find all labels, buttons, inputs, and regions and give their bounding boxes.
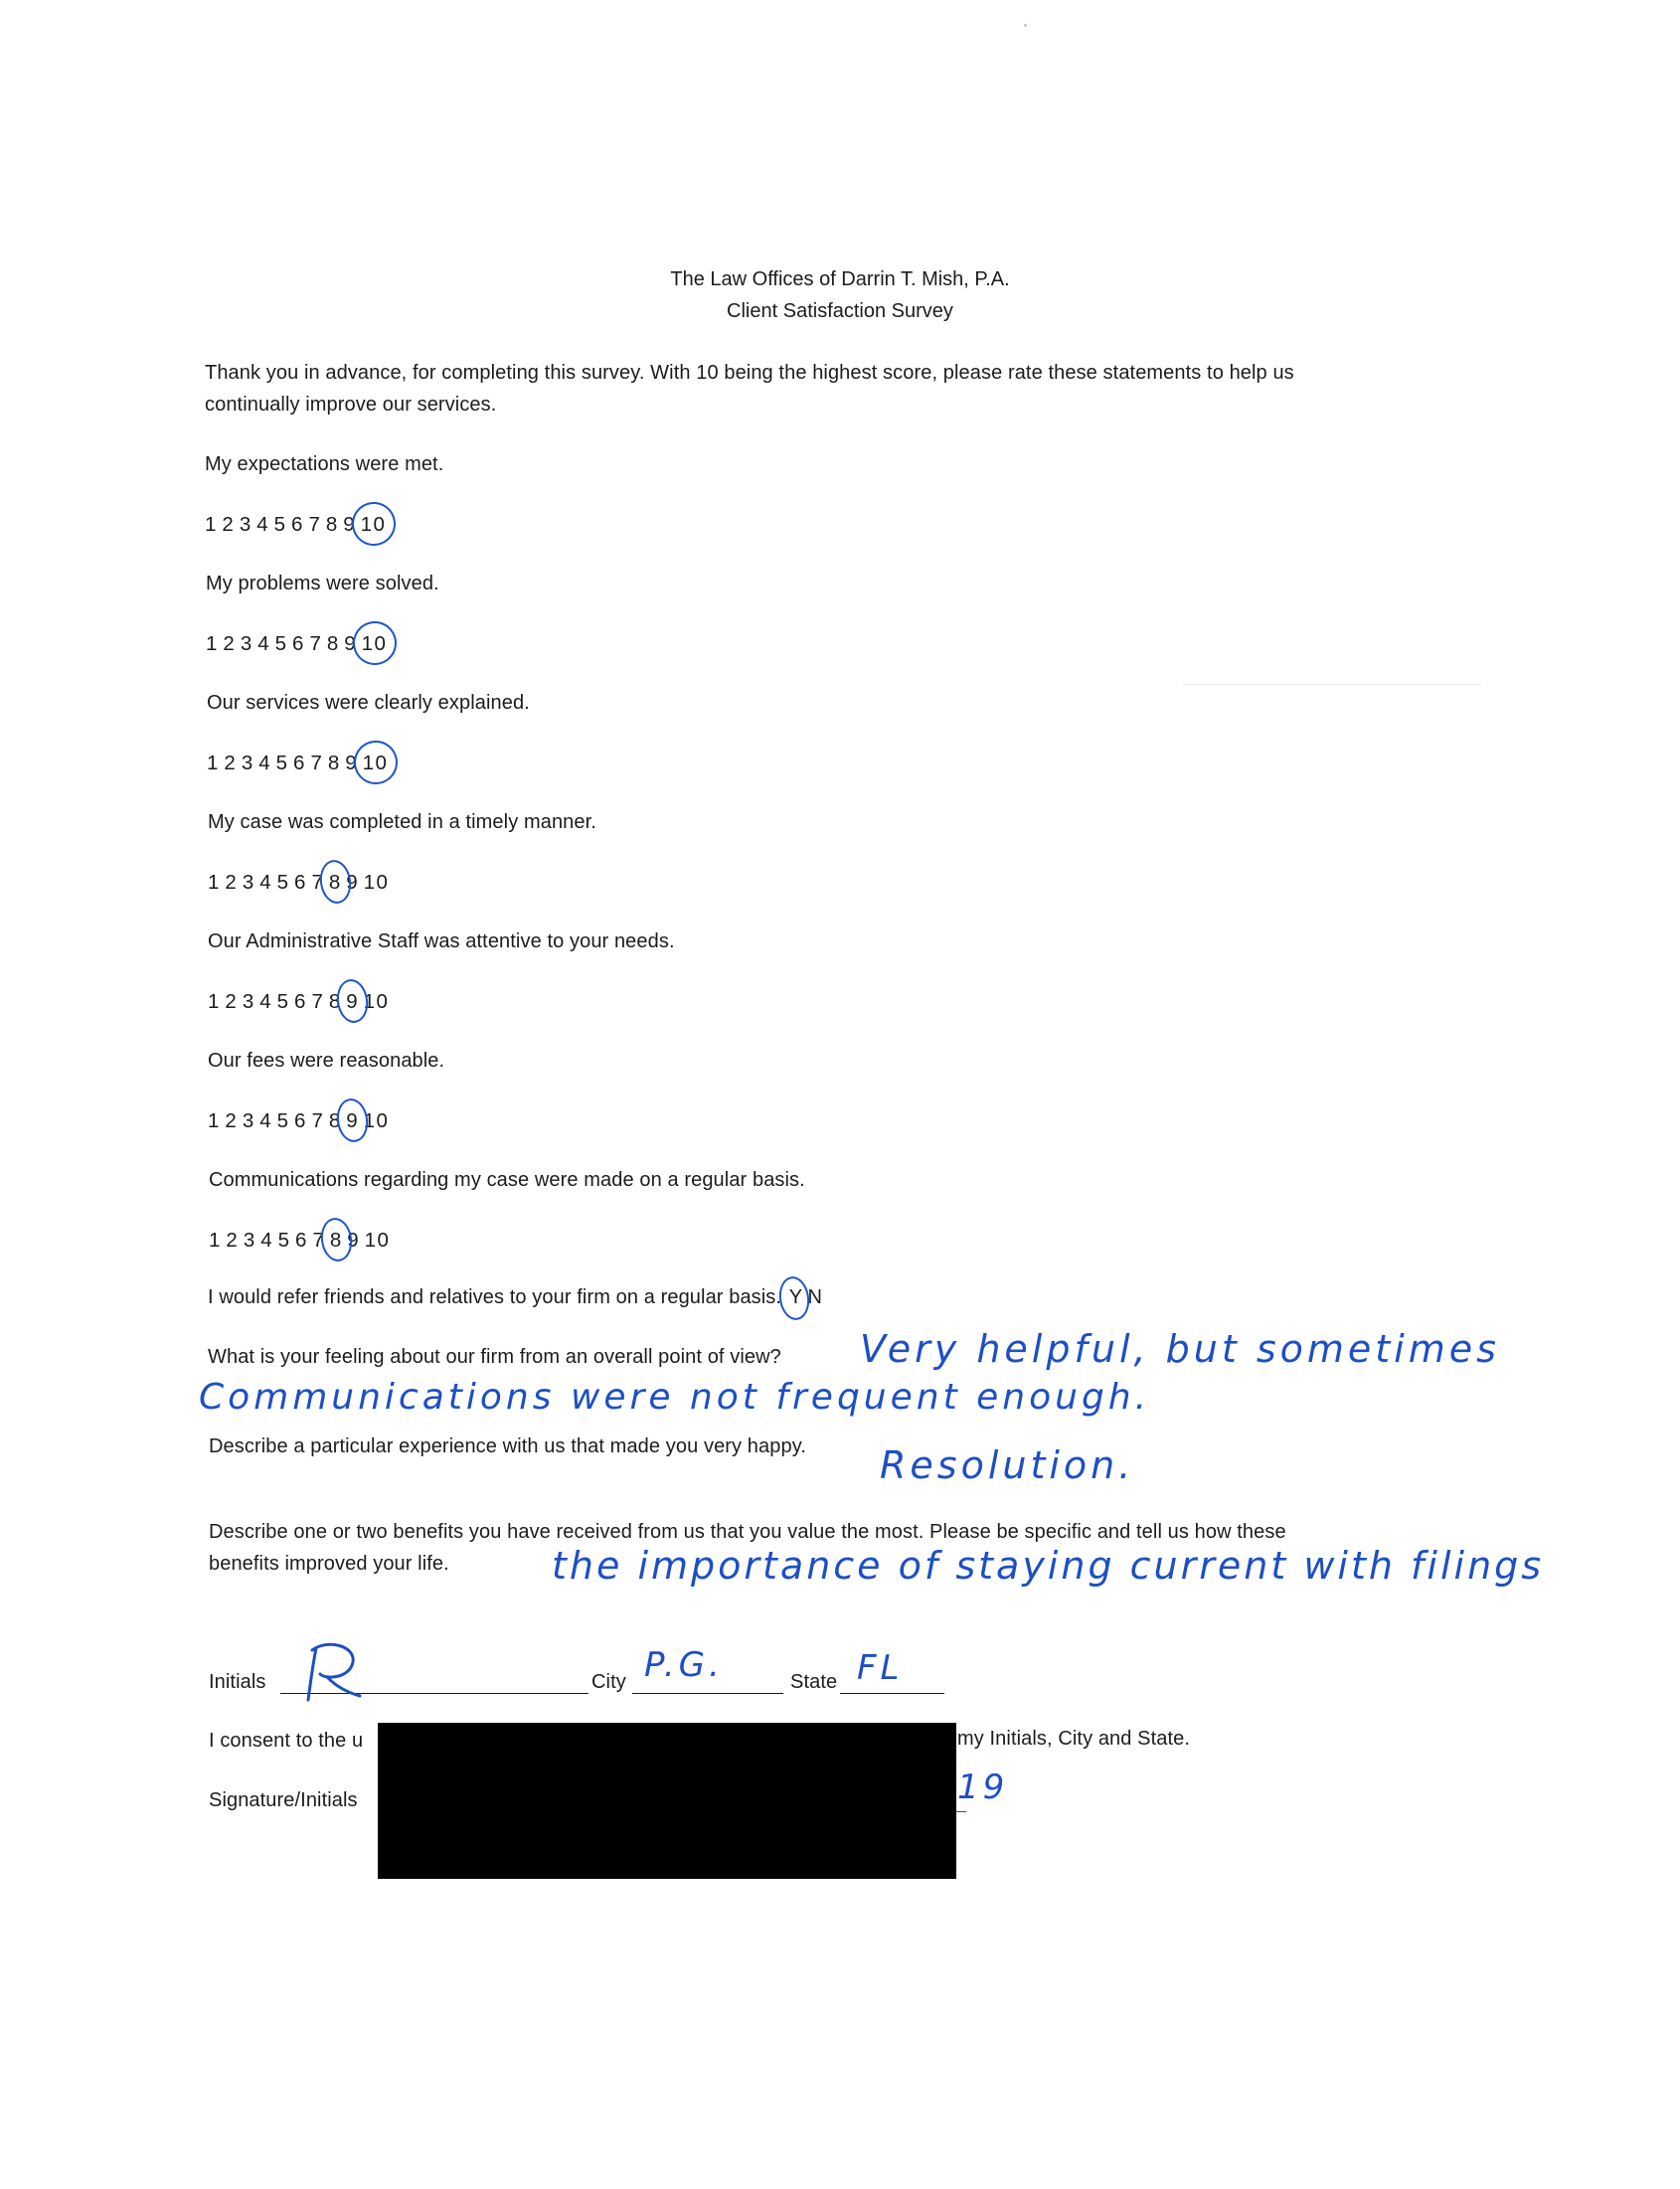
initials-label: Initials — [209, 1671, 266, 1693]
rating-option-4[interactable]: 4 — [257, 632, 271, 655]
rating-option-9[interactable]: 9 — [347, 1229, 361, 1252]
intro-line-2: continually improve our services. — [205, 394, 497, 416]
rating-option-3[interactable]: 3 — [240, 632, 253, 655]
rating-option-10[interactable]: 10 — [363, 752, 389, 775]
overall-question: What is your feeling about our firm from an overall point of view? — [208, 1346, 781, 1368]
rating-option-9[interactable]: 9 — [345, 752, 359, 774]
rating-scale — [209, 1229, 390, 1253]
rating-option-8[interactable]: 8 — [328, 1109, 342, 1132]
experience-question: Describe a particular experience with us that made you very happy. — [209, 1435, 806, 1457]
scan-speck — [1024, 24, 1027, 27]
rating-option-10[interactable]: 10 — [362, 632, 388, 656]
city-value: P.G. — [644, 1645, 724, 1685]
rating-scale — [205, 513, 386, 537]
rating-option-9[interactable]: 9 — [344, 632, 358, 655]
rating-option-8[interactable]: 8 — [328, 990, 342, 1013]
rating-option-8[interactable]: 8 — [325, 513, 339, 536]
benefits-question-line-1: Describe one or two benefits you have received from us that you value the most. Please be specific and tell us how these — [209, 1521, 1286, 1543]
rating-option-6[interactable]: 6 — [295, 1229, 308, 1252]
rating-option-5[interactable]: 5 — [277, 1229, 291, 1252]
rating-scale — [208, 1109, 389, 1133]
rating-option-4[interactable]: 4 — [259, 871, 273, 894]
state-line[interactable] — [840, 1693, 944, 1694]
city-label: City — [591, 1671, 626, 1693]
rating-option-5[interactable]: 5 — [275, 752, 289, 774]
rating-option-7[interactable]: 7 — [311, 1109, 325, 1132]
survey-title: Client Satisfaction Survey — [727, 300, 953, 322]
rating-option-2[interactable]: 2 — [225, 871, 239, 894]
city-line[interactable] — [632, 1693, 783, 1694]
rating-option-6[interactable]: 6 — [291, 513, 304, 536]
rating-option-3[interactable]: 3 — [242, 871, 255, 894]
overall-answer-line-1: Very helpful, but sometimes — [860, 1327, 1500, 1371]
selection-circle — [318, 1216, 355, 1263]
rating-option-2[interactable]: 2 — [226, 1229, 240, 1252]
question-statement: My expectations were met. — [205, 453, 444, 475]
rating-option-1[interactable]: 1 — [205, 513, 218, 536]
rating-option-10[interactable]: 10 — [363, 871, 390, 894]
state-label: State — [790, 1671, 838, 1693]
signature-label: Signature/Initials — [209, 1789, 358, 1811]
rating-option-1[interactable]: 1 — [209, 1229, 222, 1252]
rating-option-2[interactable]: 2 — [225, 1109, 239, 1132]
rating-option-6[interactable]: 6 — [292, 632, 305, 655]
rating-option-8[interactable]: 8 — [330, 1229, 343, 1253]
rating-option-2[interactable]: 2 — [225, 990, 239, 1013]
rating-option-4[interactable]: 4 — [259, 990, 273, 1013]
scan-artifact-line — [1183, 684, 1481, 685]
rating-option-7[interactable]: 7 — [309, 632, 323, 655]
question-statement: My problems were solved. — [206, 573, 439, 594]
rating-option-7[interactable]: 7 — [311, 871, 325, 894]
rating-option-9[interactable]: 9 — [346, 871, 360, 894]
rating-option-5[interactable]: 5 — [276, 1109, 290, 1132]
rating-option-7[interactable]: 7 — [310, 752, 324, 774]
rating-option-3[interactable]: 3 — [239, 513, 252, 536]
selection-circle — [351, 738, 401, 787]
selection-circle — [334, 977, 371, 1025]
rating-scale — [206, 632, 387, 656]
rating-option-6[interactable]: 6 — [294, 871, 307, 894]
rating-option-3[interactable]: 3 — [243, 1229, 256, 1252]
rating-option-1[interactable]: 1 — [207, 752, 220, 774]
firm-name: The Law Offices of Darrin T. Mish, P.A. — [670, 268, 1010, 290]
refer-question — [208, 1286, 822, 1309]
experience-answer: Resolution. — [880, 1443, 1135, 1487]
rating-option-6[interactable]: 6 — [294, 1109, 307, 1132]
rating-option-10[interactable]: 10 — [363, 1109, 390, 1132]
consent-start: I consent to the u — [209, 1730, 364, 1752]
rating-option-9[interactable]: 9 — [346, 990, 359, 1014]
selection-circle — [776, 1274, 812, 1322]
benefits-answer: the importance of staying current with filings — [552, 1544, 1545, 1588]
rating-option-9[interactable]: 9 — [343, 513, 357, 536]
rating-option-7[interactable]: 7 — [312, 1229, 326, 1252]
benefits-question-line-2: benefits improved your life. — [209, 1553, 449, 1575]
question-statement: Our Administrative Staff was attentive to your needs. — [208, 930, 675, 952]
rating-option-6[interactable]: 6 — [294, 990, 307, 1013]
rating-option-5[interactable]: 5 — [273, 513, 287, 536]
question-statement: My case was completed in a timely manner. — [208, 811, 596, 833]
initials-scribble — [298, 1640, 368, 1702]
selection-circle — [334, 1096, 371, 1144]
refer-yes-option[interactable]: Y — [789, 1286, 808, 1308]
date-fragment: 19 — [957, 1768, 1009, 1807]
selection-circle — [350, 618, 400, 668]
rating-scale — [208, 871, 389, 895]
rating-option-4[interactable]: 4 — [258, 752, 272, 774]
state-value: FL — [857, 1648, 904, 1688]
rating-option-1[interactable]: 1 — [208, 1109, 221, 1132]
rating-option-2[interactable]: 2 — [224, 752, 238, 774]
rating-option-5[interactable]: 5 — [276, 871, 290, 894]
consent-end: my Initials, City and State. — [957, 1728, 1191, 1750]
rating-option-1[interactable]: 1 — [206, 632, 219, 655]
rating-option-4[interactable]: 4 — [256, 513, 270, 536]
rating-option-8[interactable]: 8 — [326, 632, 340, 655]
rating-option-1[interactable]: 1 — [208, 990, 221, 1013]
rating-option-10[interactable]: 10 — [361, 513, 387, 537]
rating-option-3[interactable]: 3 — [241, 752, 254, 774]
rating-option-7[interactable]: 7 — [311, 990, 325, 1013]
rating-option-1[interactable]: 1 — [208, 871, 221, 894]
rating-option-3[interactable]: 3 — [242, 990, 255, 1013]
rating-option-2[interactable]: 2 — [223, 632, 237, 655]
rating-option-10[interactable]: 10 — [364, 1229, 391, 1252]
rating-option-8[interactable]: 8 — [327, 752, 341, 774]
question-statement: Our fees were reasonable. — [208, 1050, 445, 1072]
redaction-block — [378, 1723, 956, 1879]
rating-option-5[interactable]: 5 — [274, 632, 288, 655]
rating-option-4[interactable]: 4 — [259, 1109, 273, 1132]
refer-no-option[interactable]: N — [807, 1286, 823, 1308]
rating-option-3[interactable]: 3 — [242, 1109, 255, 1132]
rating-scale — [207, 752, 388, 775]
rating-option-7[interactable]: 7 — [308, 513, 322, 536]
selection-circle — [349, 499, 399, 549]
selection-circle — [317, 858, 354, 906]
rating-option-8[interactable]: 8 — [329, 871, 342, 895]
question-statement: Our services were clearly explained. — [207, 692, 530, 714]
rating-option-2[interactable]: 2 — [222, 513, 236, 536]
rating-option-5[interactable]: 5 — [276, 990, 290, 1013]
intro-line-1: Thank you in advance, for completing this survey. With 10 being the highest score, please rate these statements to help us — [205, 362, 1294, 384]
rating-option-10[interactable]: 10 — [363, 990, 390, 1013]
refer-statement: I would refer friends and relatives to your firm on a regular basis. — [208, 1286, 782, 1308]
overall-answer-line-2: Communications were not frequent enough. — [199, 1377, 1151, 1418]
question-statement: Communications regarding my case were made on a regular basis. — [209, 1169, 805, 1191]
rating-option-4[interactable]: 4 — [260, 1229, 274, 1252]
rating-option-9[interactable]: 9 — [346, 1109, 359, 1133]
rating-scale — [208, 990, 389, 1014]
rating-option-6[interactable]: 6 — [293, 752, 306, 774]
